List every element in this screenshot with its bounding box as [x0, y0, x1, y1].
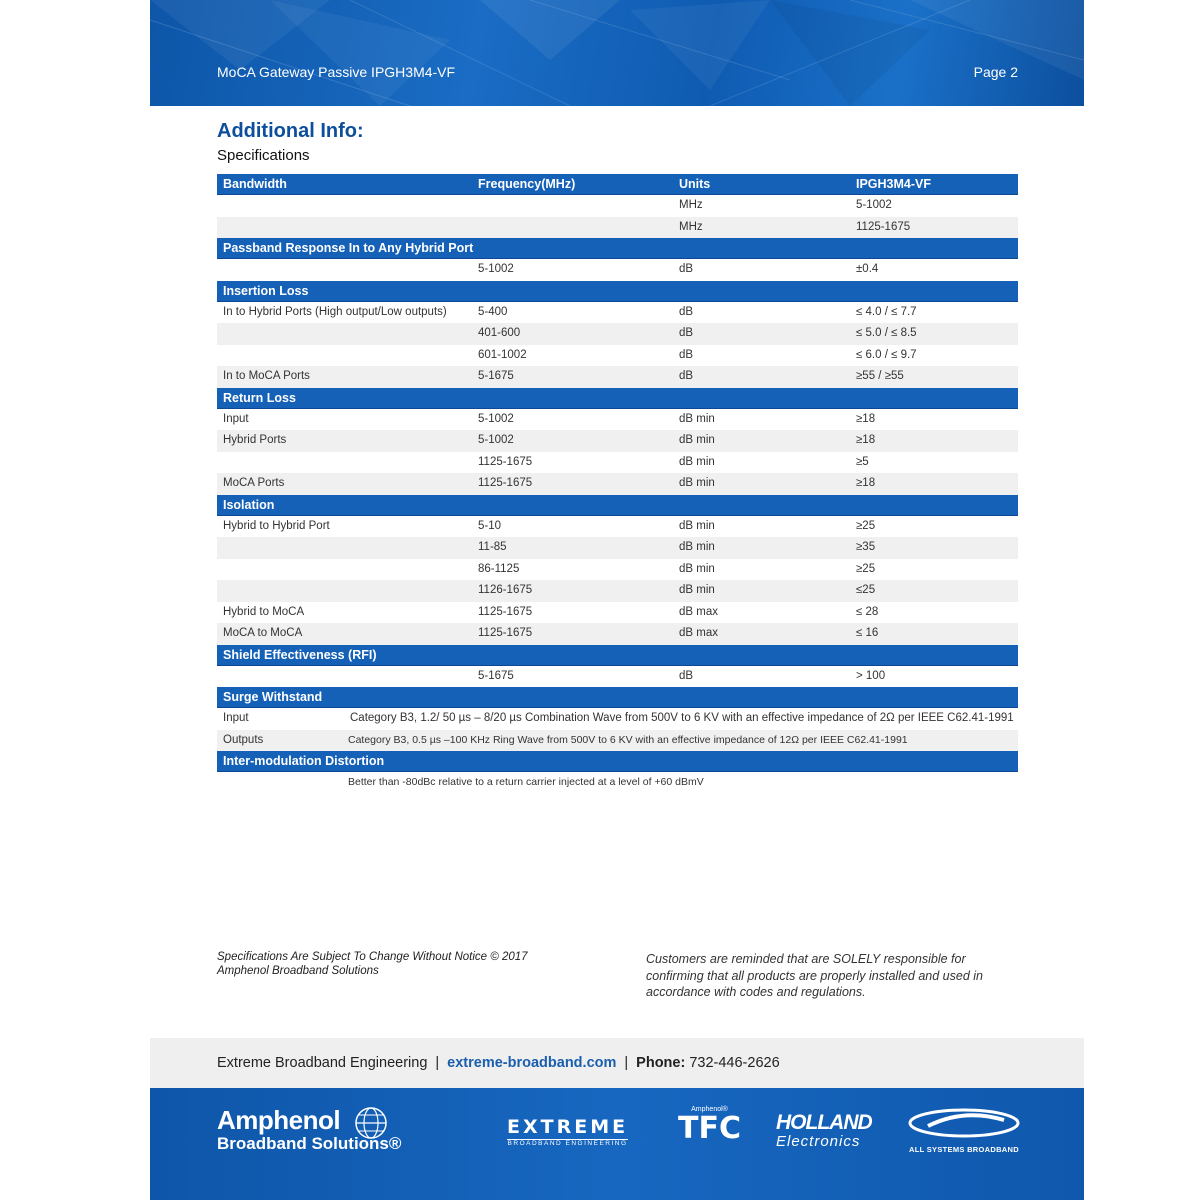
table-cell: Better than -80dBc relative to a return carrier injected at a level of +60 dBmV [348, 776, 704, 788]
table-cell: ≥18 [856, 477, 876, 489]
table-row [217, 516, 1018, 538]
section-header-row [217, 174, 1018, 195]
tfc-logo-parent: Amphenol® [691, 1106, 728, 1113]
section-header-row [217, 281, 1018, 302]
table-cell: dB [679, 327, 694, 339]
tfc-logo [678, 1106, 741, 1145]
table-cell: 1125-1675 [478, 627, 533, 639]
table-cell: 1125-1675 [478, 455, 533, 468]
table-cell: ≥35 [856, 541, 876, 553]
table-row [217, 730, 1018, 752]
table-cell: 1125-1675 [856, 220, 911, 233]
table-cell: 5-1002 [478, 434, 514, 446]
table-row [217, 559, 1018, 581]
table-cell: dB max [679, 605, 718, 618]
table-cell: Return Loss [223, 390, 296, 405]
table-cell: Shield Effectiveness (RFI) [223, 647, 377, 662]
table-cell: Units [679, 177, 711, 191]
section-header-row [217, 495, 1018, 516]
table-cell: Category B3, 1.2/ 50 µs – 8/20 µs Combination Wave from 500V to 6 KV with an effective impedance of 2Ω per IEEE C62.41-1991 [350, 712, 1014, 724]
table-cell: ≥18 [856, 412, 876, 425]
table-cell: Insertion Loss [223, 283, 309, 298]
subsection-heading: Specifications [217, 147, 310, 164]
extreme-logo-word: EXTREME [507, 1116, 629, 1138]
table-cell: 5-1675 [478, 669, 514, 682]
table-cell: MHz [679, 199, 703, 211]
contact-line [217, 1055, 780, 1071]
table-cell: 401-600 [478, 327, 521, 339]
table-cell: Input [223, 712, 249, 724]
table-cell: dB [679, 305, 694, 318]
table-row [217, 345, 1018, 367]
table-row [217, 217, 1018, 239]
table-row [217, 473, 1018, 495]
table-cell: dB min [679, 519, 715, 532]
table-row [217, 323, 1018, 345]
separator: | [435, 1055, 440, 1071]
specifications-table [217, 174, 1018, 794]
table-cell: 1125-1675 [478, 605, 533, 618]
table-cell: dB min [679, 584, 715, 596]
table-cell: MoCA to MoCA [223, 627, 303, 639]
amphenol-logo-line2: Broadband Solutions® [217, 1134, 402, 1153]
holland-logo-word: HOLLAND [776, 1111, 872, 1134]
globe-icon [354, 1106, 388, 1140]
table-row [217, 537, 1018, 559]
section-header-row [217, 238, 1018, 259]
section-header-row [217, 687, 1018, 708]
table-cell: dB [679, 370, 694, 382]
table-cell: In to Hybrid Ports (High output/Low outputs) [223, 305, 447, 318]
table-cell: 5-1675 [478, 370, 514, 382]
table-cell: 5-1002 [856, 199, 892, 211]
website-link[interactable]: extreme-broadband.com [447, 1055, 617, 1071]
table-cell: Hybrid Ports [223, 434, 287, 446]
swoosh-icon [908, 1108, 1020, 1138]
holland-logo-sub: Electronics [776, 1133, 861, 1150]
responsibility-note: Customers are reminded that are SOLELY responsible for confirming that all products are properly installed and used in accordance with codes and regulations. [646, 952, 983, 999]
table-row [217, 430, 1018, 452]
spec-sheet-page [150, 0, 1084, 1200]
table-cell: Outputs [223, 733, 264, 746]
table-cell: dB min [679, 562, 715, 575]
amphenol-logo [217, 1106, 401, 1154]
page-number: Page 2 [973, 64, 1018, 80]
table-cell: dB [679, 263, 694, 275]
table-cell: MHz [679, 220, 703, 233]
contact-strip [150, 1038, 1084, 1088]
table-cell: dB min [679, 455, 715, 468]
table-cell: dB [679, 669, 694, 682]
tfc-logo-word: TFC [678, 1111, 741, 1146]
section-header-row [217, 388, 1018, 409]
table-cell: ±0.4 [856, 263, 879, 275]
table-cell: ≥25 [856, 519, 876, 532]
table-cell: ≥25 [856, 562, 876, 575]
table-cell: Inter-modulation Distortion [223, 754, 385, 768]
table-cell: 1125-1675 [478, 477, 533, 489]
section-heading: Additional Info: [217, 120, 364, 142]
table-cell: dB min [679, 434, 715, 446]
table-row [217, 602, 1018, 624]
all-systems-broadband-logo [908, 1108, 1020, 1154]
footer-band [150, 1088, 1084, 1200]
table-cell: In to MoCA Ports [223, 370, 310, 382]
section-header-row [217, 751, 1018, 772]
company-name: Extreme Broadband Engineering [217, 1055, 428, 1071]
table-cell: MoCA Ports [223, 477, 285, 489]
table-cell: dB min [679, 412, 715, 425]
table-cell: 5-10 [478, 519, 502, 532]
table-cell: dB min [679, 477, 715, 489]
amphenol-logo-line1: Amphenol [217, 1105, 341, 1135]
table-row [217, 259, 1018, 281]
extreme-logo [507, 1116, 628, 1147]
table-cell: 11-85 [478, 541, 507, 553]
table-cell: ≤ 5.0 / ≤ 8.5 [856, 327, 917, 339]
table-cell: IPGH3M4-VF [856, 177, 932, 191]
table-cell: dB [679, 348, 694, 361]
table-row [217, 623, 1018, 645]
table-cell: Bandwidth [223, 177, 287, 191]
table-cell: Isolation [223, 497, 275, 512]
table-cell: dB max [679, 627, 718, 639]
table-row [217, 302, 1018, 324]
phone-label: Phone: [636, 1055, 686, 1071]
header-band [150, 0, 1084, 106]
table-cell: Frequency(MHz) [478, 177, 576, 191]
section-header-row [217, 645, 1018, 666]
separator: | [624, 1055, 629, 1071]
phone-number: 732-446-2626 [689, 1055, 780, 1071]
table-row [217, 366, 1018, 388]
table-row [217, 666, 1018, 688]
table-cell: 1126-1675 [478, 584, 533, 596]
table-cell: ≥55 / ≥55 [856, 370, 904, 382]
table-cell: Category B3, 0.5 µs –100 KHz Ring Wave from 500V to 6 KV with an effective impedance of 12Ω per IEEE C62.41-1991 [348, 733, 908, 746]
table-cell: 5-400 [478, 305, 508, 318]
table-cell: Input [223, 412, 249, 425]
table-cell: ≥18 [856, 434, 876, 446]
table-cell: ≤ 28 [856, 605, 879, 618]
table-cell: ≤ 16 [856, 627, 879, 639]
table-cell: ≤25 [856, 584, 876, 596]
table-cell: Hybrid to Hybrid Port [223, 519, 330, 532]
header-pattern [150, 0, 1084, 106]
table-cell: ≤ 6.0 / ≤ 9.7 [856, 348, 917, 361]
table-row [217, 580, 1018, 602]
table-row [217, 452, 1018, 474]
table-cell: 5-1002 [478, 412, 514, 425]
asb-logo-text: ALL SYSTEMS BROADBAND [909, 1145, 1019, 1154]
table-cell: Surge Withstand [223, 690, 323, 704]
table-row [217, 708, 1018, 730]
table-cell: dB min [679, 541, 715, 553]
table-cell: ≤ 4.0 / ≤ 7.7 [856, 305, 917, 318]
table-row [217, 772, 1018, 794]
document-title: MoCA Gateway Passive IPGH3M4-VF [217, 64, 456, 80]
extreme-logo-tagline: BROADBAND ENGINEERING [507, 1140, 628, 1147]
holland-logo [776, 1112, 872, 1150]
table-cell: ≥5 [856, 455, 869, 468]
table-row [217, 409, 1018, 431]
table-cell: 601-1002 [478, 348, 527, 361]
table-row [217, 195, 1018, 217]
table-cell: 86-1125 [478, 562, 520, 575]
table-cell: Hybrid to MoCA [223, 605, 305, 618]
table-cell: Passband Response In to Any Hybrid Port [223, 241, 474, 255]
table-cell: 5-1002 [478, 263, 514, 275]
disclaimer-note: Specifications Are Subject To Change Without Notice © 2017 Amphenol Broadband Solutions [217, 951, 528, 977]
table-cell: > 100 [856, 669, 886, 682]
